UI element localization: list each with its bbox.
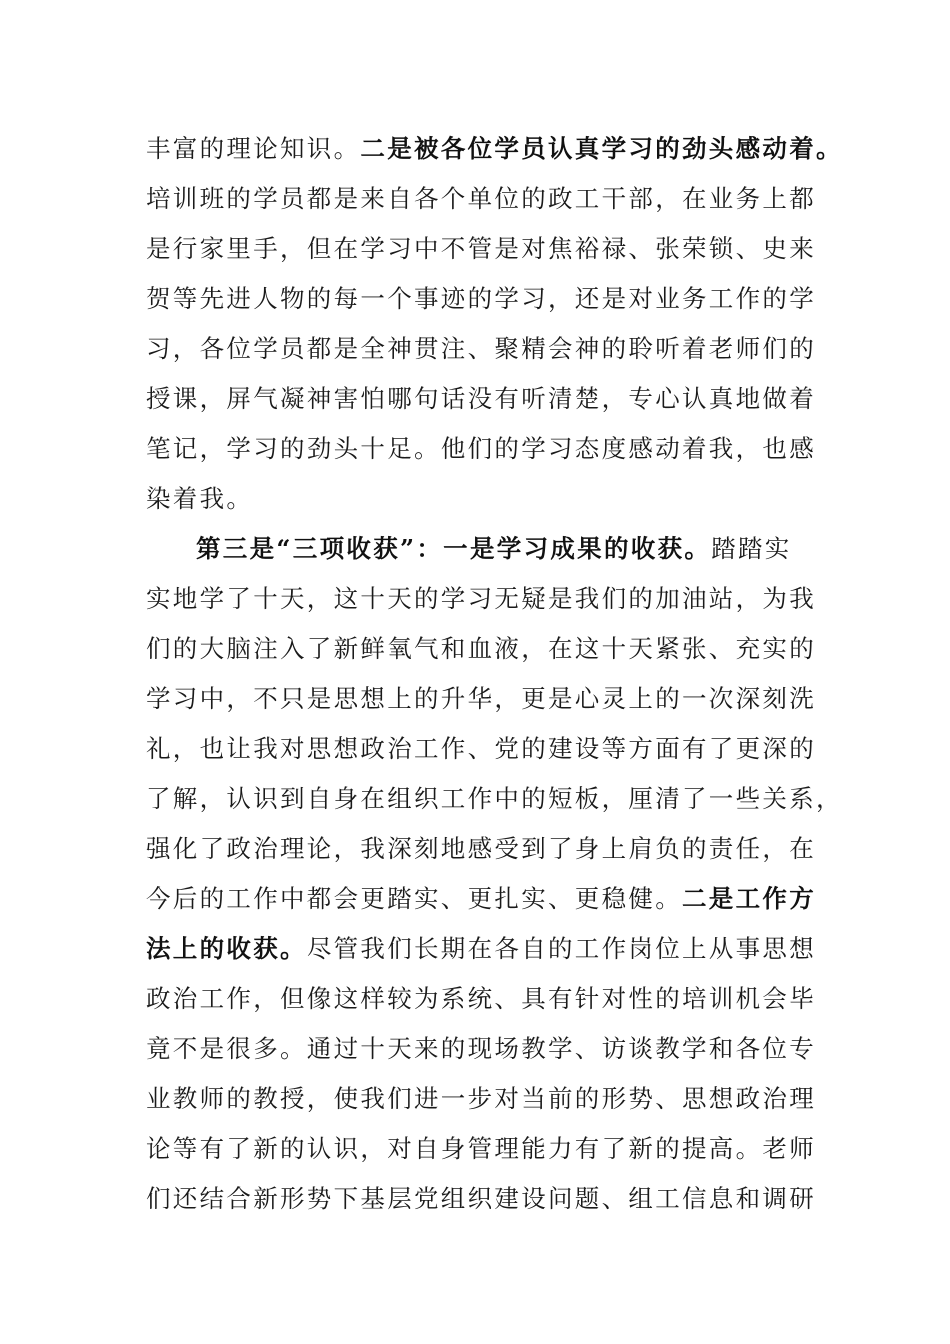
text-segment: 尽管我们长期在各自的工作岗位上从事思想 xyxy=(306,934,817,963)
text-line xyxy=(146,274,816,324)
text-segment: 实地学了十天，这十天的学习无疑是我们的加油站，为我 xyxy=(146,584,816,613)
text-segment: 今后的工作中都会更踏实、更扎实、更稳健。 xyxy=(146,884,682,913)
text-line xyxy=(146,324,816,374)
text-segment: 染着我。 xyxy=(146,484,254,513)
text-line xyxy=(146,474,806,524)
text-segment: 了解，认识到自身在组织工作中的短板，厘清了一些关系， xyxy=(146,784,843,813)
text-line xyxy=(146,1174,816,1224)
text-segment: 学习中，不只是思想上的升华，更是心灵上的一次深刻洗 xyxy=(146,684,816,713)
text-segment: 业教师的教授，使我们进一步对当前的形势、思想政治理 xyxy=(146,1084,816,1113)
text-line xyxy=(146,574,816,624)
text-line xyxy=(146,924,817,974)
text-segment: 踏踏实 xyxy=(711,534,792,563)
bold-text-segment: 二是被各位学员认真学习的劲头感动着。 xyxy=(360,134,843,163)
text-line xyxy=(146,1124,816,1174)
bold-text-segment: 法上的收获。 xyxy=(146,934,307,963)
text-segment: 论等有了新的认识，对自身管理能力有了新的提高。老师 xyxy=(146,1134,816,1163)
text-segment: 政治工作，但像这样较为系统、具有针对性的培训机会毕 xyxy=(146,984,816,1013)
text-line xyxy=(146,774,843,824)
text-line xyxy=(146,624,816,674)
text-line xyxy=(146,1074,816,1124)
text-segment: 竟不是很多。通过十天来的现场教学、访谈教学和各位专 xyxy=(146,1034,816,1063)
text-line xyxy=(146,724,816,774)
text-line xyxy=(146,674,816,724)
text-segment: 授课，屏气凝神害怕哪句话没有听清楚，专心认真地做着 xyxy=(146,384,816,413)
text-line xyxy=(146,424,816,474)
bold-text-segment: 第三是“三项收获”：一是学习成果的收获。 xyxy=(196,534,712,563)
text-segment: 强化了政治理论，我深刻地感受到了身上肩负的责任，在 xyxy=(146,834,816,863)
text-segment: 贺等先进人物的每一个事迹的学习，还是对业务工作的学 xyxy=(146,284,816,313)
text-line xyxy=(146,874,816,924)
text-line xyxy=(146,124,843,174)
text-line xyxy=(146,174,816,224)
text-segment: 们还结合新形势下基层党组织建设问题、组工信息和调研 xyxy=(146,1184,816,1213)
bold-text-segment: 二是工作方 xyxy=(682,884,816,913)
text-line xyxy=(146,824,816,874)
text-line xyxy=(146,224,816,274)
text-segment: 习，各位学员都是全神贯注、聚精会神的聆听着老师们的 xyxy=(146,334,816,363)
text-line xyxy=(146,524,806,574)
text-segment: 丰富的理论知识。 xyxy=(146,134,361,163)
text-segment: 培训班的学员都是来自各个单位的政工干部，在业务上都 xyxy=(146,184,816,213)
text-line xyxy=(146,974,816,1024)
text-segment: 笔记，学习的劲头十足。他们的学习态度感动着我，也感 xyxy=(146,434,816,463)
document-body xyxy=(146,124,843,1224)
text-segment: 是行家里手，但在学习中不管是对焦裕禄、张荣锁、史来 xyxy=(146,234,816,263)
text-line xyxy=(146,1024,816,1074)
text-line xyxy=(146,374,816,424)
text-segment: 礼，也让我对思想政治工作、党的建设等方面有了更深的 xyxy=(146,734,816,763)
text-segment: 们的大脑注入了新鲜氧气和血液，在这十天紧张、充实的 xyxy=(146,634,816,663)
